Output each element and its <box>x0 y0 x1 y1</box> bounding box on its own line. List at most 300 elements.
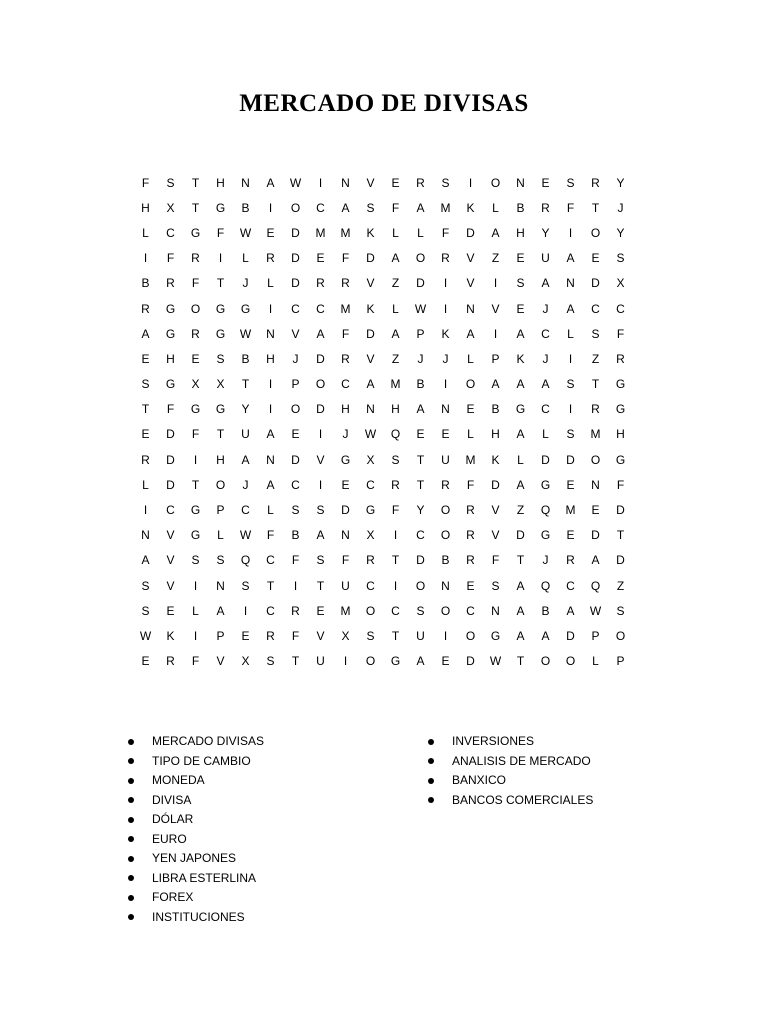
grid-letter: F <box>391 503 400 518</box>
grid-letter: C <box>466 603 475 618</box>
grid-letter: O <box>415 578 426 593</box>
grid-letter: A <box>391 251 400 266</box>
grid-letter: T <box>316 578 325 593</box>
grid-letter: S <box>366 200 375 215</box>
grid-letter: X <box>241 654 250 669</box>
grid-letter: L <box>542 427 549 442</box>
grid-letter: E <box>141 351 150 366</box>
grid-letter: A <box>516 578 525 593</box>
grid-letter: D <box>416 276 425 291</box>
grid-letter: R <box>291 603 300 618</box>
grid-letter: A <box>266 477 275 492</box>
grid-letter: C <box>341 377 350 392</box>
grid-letter: D <box>466 654 475 669</box>
grid-letter: B <box>541 603 550 618</box>
grid-letter: F <box>341 553 350 568</box>
grid-letter: K <box>491 452 500 467</box>
grid-letter: E <box>466 578 475 593</box>
grid-letter: R <box>366 553 375 568</box>
grid-letter: V <box>366 351 375 366</box>
grid-letter: J <box>542 301 549 316</box>
grid-letter: R <box>341 276 350 291</box>
grid-letter: E <box>566 528 575 543</box>
grid-letter: W <box>239 225 252 240</box>
grid-letter: K <box>466 200 475 215</box>
grid-letter: N <box>466 301 475 316</box>
grid-letter: T <box>591 377 600 392</box>
grid-letter: D <box>316 351 325 366</box>
grid-letter: A <box>316 326 325 341</box>
grid-letter: A <box>516 427 525 442</box>
grid-letter: J <box>442 351 449 366</box>
grid-letter: S <box>316 553 325 568</box>
grid-letter: R <box>591 402 600 417</box>
grid-letter: K <box>441 326 450 341</box>
grid-letter: N <box>366 402 375 417</box>
grid-letter: U <box>541 251 550 266</box>
grid-letter: D <box>366 326 375 341</box>
grid-letter: G <box>615 402 626 417</box>
grid-letter: T <box>416 477 425 492</box>
grid-letter: S <box>416 603 425 618</box>
grid-letter: B <box>241 200 250 215</box>
grid-letter: F <box>616 477 625 492</box>
grid-letter: F <box>141 175 150 190</box>
grid-letter: P <box>291 377 300 392</box>
grid-letter: Q <box>390 427 401 442</box>
grid-letter: M <box>390 377 401 392</box>
grid-letter: S <box>241 578 250 593</box>
grid-letter: T <box>516 553 525 568</box>
grid-letter: A <box>416 402 425 417</box>
grid-letter: G <box>190 503 201 518</box>
word-list-item <box>128 732 264 752</box>
word-search-grid <box>133 170 633 674</box>
grid-letter: J <box>342 427 349 442</box>
grid-letter: E <box>516 301 525 316</box>
grid-letter: N <box>241 175 250 190</box>
grid-letter: E <box>441 427 450 442</box>
grid-letter: S <box>191 553 200 568</box>
grid-letter: X <box>191 377 200 392</box>
grid-letter: I <box>268 402 273 417</box>
grid-letter: I <box>193 452 198 467</box>
grid-letter: H <box>166 351 175 366</box>
grid-letter: V <box>216 654 225 669</box>
grid-letter: C <box>541 326 550 341</box>
grid-letter: I <box>343 654 348 669</box>
grid-letter: H <box>391 402 400 417</box>
grid-letter: F <box>216 225 225 240</box>
grid-letter: F <box>291 553 300 568</box>
grid-letter: I <box>243 603 248 618</box>
grid-letter: W <box>289 175 302 190</box>
grid-letter: B <box>491 402 500 417</box>
grid-letter: A <box>491 377 500 392</box>
grid-letter: A <box>591 553 600 568</box>
grid-letter: V <box>316 452 325 467</box>
grid-letter: S <box>141 377 150 392</box>
grid-letter: J <box>417 351 424 366</box>
grid-letter: M <box>340 225 351 240</box>
grid-letter: A <box>516 326 525 341</box>
grid-letter: X <box>216 377 225 392</box>
word-list-item <box>128 752 264 772</box>
grid-letter: G <box>390 654 401 669</box>
grid-letter: W <box>364 427 377 442</box>
grid-letter: O <box>590 452 601 467</box>
grid-letter: N <box>266 326 275 341</box>
grid-letter: M <box>590 427 601 442</box>
grid-letter: Q <box>240 553 251 568</box>
grid-letter: E <box>516 251 525 266</box>
grid-letter: A <box>516 377 525 392</box>
grid-letter: P <box>616 654 625 669</box>
grid-letter: S <box>291 503 300 518</box>
grid-letter: C <box>241 503 250 518</box>
grid-letter: C <box>366 477 375 492</box>
grid-letter: R <box>541 200 550 215</box>
grid-letter: N <box>441 402 450 417</box>
grid-letter: F <box>166 251 175 266</box>
grid-letter: Y <box>616 225 625 240</box>
grid-letter: T <box>191 477 200 492</box>
grid-letter: A <box>566 603 575 618</box>
grid-letter: N <box>491 603 500 618</box>
grid-letter: E <box>291 427 300 442</box>
grid-letter: L <box>267 276 274 291</box>
grid-letter: L <box>567 326 574 341</box>
grid-letter: F <box>341 326 350 341</box>
grid-letter: V <box>491 301 500 316</box>
grid-letter: G <box>165 301 176 316</box>
word-list-item <box>128 791 264 811</box>
grid-letter: R <box>191 326 200 341</box>
grid-letter: A <box>341 200 350 215</box>
grid-letter: G <box>515 402 526 417</box>
word-list-item <box>128 869 264 889</box>
grid-letter: E <box>141 654 150 669</box>
grid-letter: S <box>266 654 275 669</box>
grid-letter: E <box>566 477 575 492</box>
grid-letter: H <box>516 225 525 240</box>
grid-letter: J <box>242 276 249 291</box>
grid-letter: I <box>568 402 573 417</box>
grid-letter: R <box>566 553 575 568</box>
grid-letter: R <box>416 175 425 190</box>
grid-letter: S <box>391 452 400 467</box>
grid-letter: C <box>391 603 400 618</box>
grid-letter: E <box>266 225 275 240</box>
grid-letter: D <box>616 503 625 518</box>
grid-letter: D <box>616 553 625 568</box>
grid-letter: V <box>466 251 475 266</box>
grid-letter: C <box>266 603 275 618</box>
grid-letter: I <box>568 351 573 366</box>
grid-letter: Z <box>591 351 600 366</box>
grid-letter: O <box>440 503 451 518</box>
word-list-item <box>128 830 264 850</box>
grid-letter: M <box>315 225 326 240</box>
grid-letter: L <box>392 225 399 240</box>
grid-letter: E <box>541 175 550 190</box>
grid-letter: C <box>166 503 175 518</box>
grid-letter: V <box>466 276 475 291</box>
grid-letter: C <box>616 301 625 316</box>
word-label: YEN JAPONES <box>152 851 237 865</box>
word-label: INSTITUCIONES <box>152 909 245 924</box>
word-label: MERCADO DIVISAS <box>152 734 265 748</box>
grid-letter: Z <box>391 351 400 366</box>
grid-letter: V <box>166 578 175 593</box>
grid-letter: I <box>443 628 448 643</box>
grid-letter: L <box>467 427 474 442</box>
grid-letter: I <box>493 326 498 341</box>
grid-letter: A <box>541 276 550 291</box>
grid-letter: R <box>466 503 475 518</box>
grid-letter: Y <box>541 225 550 240</box>
word-label: EURO <box>152 831 187 846</box>
grid-letter: T <box>516 654 525 669</box>
grid-letter: D <box>166 477 175 492</box>
grid-letter: B <box>291 528 300 543</box>
grid-letter: B <box>516 200 525 215</box>
bullet-icon <box>128 739 134 745</box>
grid-letter: T <box>241 377 250 392</box>
word-label: INVERSIONES <box>452 734 535 748</box>
grid-letter: L <box>267 503 274 518</box>
word-list-item <box>128 888 264 908</box>
grid-letter: S <box>566 175 575 190</box>
grid-letter: L <box>192 603 199 618</box>
grid-letter: H <box>266 351 275 366</box>
grid-letter: N <box>266 452 275 467</box>
grid-letter: E <box>316 603 325 618</box>
grid-letter: V <box>166 528 175 543</box>
grid-letter: H <box>216 175 225 190</box>
grid-letter: T <box>591 200 600 215</box>
bullet-icon <box>128 914 134 920</box>
grid-letter: G <box>540 528 551 543</box>
grid-letter: J <box>292 351 299 366</box>
grid-letter: S <box>216 351 225 366</box>
bullet-icon <box>128 836 134 842</box>
grid-letter: E <box>341 477 350 492</box>
grid-letter: V <box>291 326 300 341</box>
grid-letter: F <box>166 402 175 417</box>
grid-letter: D <box>591 276 600 291</box>
grid-letter: C <box>416 528 425 543</box>
grid-letter: D <box>591 528 600 543</box>
grid-letter: O <box>290 200 301 215</box>
grid-letter: F <box>291 628 300 643</box>
grid-letter: N <box>341 528 350 543</box>
grid-letter: E <box>441 654 450 669</box>
grid-letter: I <box>293 578 298 593</box>
grid-letter: C <box>266 553 275 568</box>
grid-letter: D <box>566 452 575 467</box>
grid-letter: I <box>318 477 323 492</box>
grid-letter: F <box>466 477 475 492</box>
grid-letter: S <box>566 427 575 442</box>
grid-letter: E <box>391 175 400 190</box>
grid-letter: L <box>142 225 149 240</box>
grid-letter: D <box>291 452 300 467</box>
grid-letter: R <box>141 452 150 467</box>
bullet-icon <box>128 895 134 901</box>
grid-letter: R <box>441 477 450 492</box>
grid-letter: W <box>489 654 502 669</box>
grid-letter: Z <box>616 578 625 593</box>
grid-letter: A <box>491 225 500 240</box>
grid-letter: Q <box>590 578 601 593</box>
grid-letter: Z <box>516 503 525 518</box>
grid-letter: F <box>566 200 575 215</box>
grid-letter: I <box>143 503 148 518</box>
word-label: TIPO DE CAMBIO <box>152 753 251 768</box>
grid-letter: I <box>193 628 198 643</box>
grid-letter: V <box>316 628 325 643</box>
grid-letter: R <box>166 654 175 669</box>
grid-letter: F <box>266 528 275 543</box>
grid-letter: C <box>541 402 550 417</box>
grid-letter: O <box>590 225 601 240</box>
grid-letter: I <box>143 251 148 266</box>
grid-letter: O <box>565 654 576 669</box>
grid-letter: T <box>216 276 225 291</box>
bullet-icon <box>428 739 434 745</box>
grid-letter: Y <box>241 402 250 417</box>
grid-letter: K <box>516 351 525 366</box>
grid-letter: A <box>516 477 525 492</box>
grid-letter: F <box>491 553 500 568</box>
grid-letter: J <box>542 351 549 366</box>
word-list-item <box>428 752 593 772</box>
word-label: FOREX <box>152 890 194 904</box>
grid-letter: E <box>466 402 475 417</box>
grid-letter: I <box>318 175 323 190</box>
grid-letter: C <box>166 225 175 240</box>
grid-letter: G <box>240 301 251 316</box>
grid-letter: D <box>541 452 550 467</box>
grid-letter: A <box>216 603 225 618</box>
grid-letter: C <box>591 301 600 316</box>
word-list-left <box>128 732 264 927</box>
grid-letter: O <box>365 603 376 618</box>
grid-letter: J <box>617 200 624 215</box>
grid-letter: C <box>566 578 575 593</box>
grid-letter: W <box>589 603 602 618</box>
grid-letter: J <box>242 477 249 492</box>
grid-letter: O <box>190 301 201 316</box>
grid-letter: R <box>191 251 200 266</box>
grid-letter: A <box>541 628 550 643</box>
grid-letter: A <box>416 200 425 215</box>
grid-letter: U <box>416 628 425 643</box>
grid-letter: R <box>266 628 275 643</box>
grid-letter: X <box>166 200 175 215</box>
grid-letter: M <box>440 200 451 215</box>
grid-letter: M <box>340 603 351 618</box>
grid-letter: E <box>241 628 250 643</box>
grid-letter: X <box>366 452 375 467</box>
grid-letter: D <box>366 251 375 266</box>
grid-letter: O <box>540 654 551 669</box>
grid-letter: R <box>141 301 150 316</box>
grid-letter: A <box>541 377 550 392</box>
grid-letter: G <box>340 452 351 467</box>
bullet-icon <box>128 778 134 784</box>
grid-letter: C <box>291 477 300 492</box>
grid-letter: D <box>166 427 175 442</box>
grid-letter: N <box>216 578 225 593</box>
grid-letter: S <box>491 578 500 593</box>
grid-letter: D <box>166 452 175 467</box>
grid-letter: O <box>415 251 426 266</box>
grid-letter: L <box>217 528 224 543</box>
grid-letter: M <box>565 503 576 518</box>
bullet-icon <box>428 797 434 803</box>
grid-letter: A <box>266 175 275 190</box>
grid-letter: S <box>166 175 175 190</box>
grid-letter: U <box>441 452 450 467</box>
word-list-item <box>128 810 264 830</box>
grid-letter: I <box>193 578 198 593</box>
grid-letter: F <box>191 276 200 291</box>
grid-letter: Y <box>416 503 425 518</box>
grid-letter: G <box>365 503 376 518</box>
grid-letter: A <box>266 427 275 442</box>
grid-letter: A <box>141 326 150 341</box>
grid-letter: L <box>592 654 599 669</box>
grid-letter: D <box>291 251 300 266</box>
grid-letter: A <box>316 528 325 543</box>
grid-letter: R <box>316 276 325 291</box>
bullet-icon <box>128 758 134 764</box>
grid-letter: L <box>467 351 474 366</box>
grid-letter: W <box>139 628 152 643</box>
grid-letter: D <box>466 225 475 240</box>
grid-letter: L <box>417 225 424 240</box>
grid-letter: S <box>216 553 225 568</box>
grid-letter: P <box>591 628 600 643</box>
grid-letter: S <box>566 377 575 392</box>
grid-letter: I <box>268 200 273 215</box>
word-label: MONEDA <box>152 773 205 787</box>
grid-letter: G <box>615 452 626 467</box>
grid-letter: T <box>416 452 425 467</box>
grid-letter: G <box>190 528 201 543</box>
grid-letter: P <box>491 351 500 366</box>
grid-letter: E <box>141 427 150 442</box>
grid-letter: A <box>366 377 375 392</box>
grid-letter: V <box>491 528 500 543</box>
grid-letter: S <box>616 603 625 618</box>
grid-letter: S <box>591 326 600 341</box>
grid-letter: F <box>191 654 200 669</box>
grid-letter: C <box>316 200 325 215</box>
word-label: BANXICO <box>452 773 507 787</box>
word-label: DÓLAR <box>152 812 194 826</box>
grid-letter: Z <box>491 251 500 266</box>
grid-letter: G <box>165 326 176 341</box>
grid-letter: H <box>616 427 625 442</box>
bullet-icon <box>428 778 434 784</box>
word-list-item <box>128 849 264 869</box>
word-list-item <box>428 771 593 791</box>
grid-letter: R <box>266 251 275 266</box>
grid-letter: E <box>591 503 600 518</box>
